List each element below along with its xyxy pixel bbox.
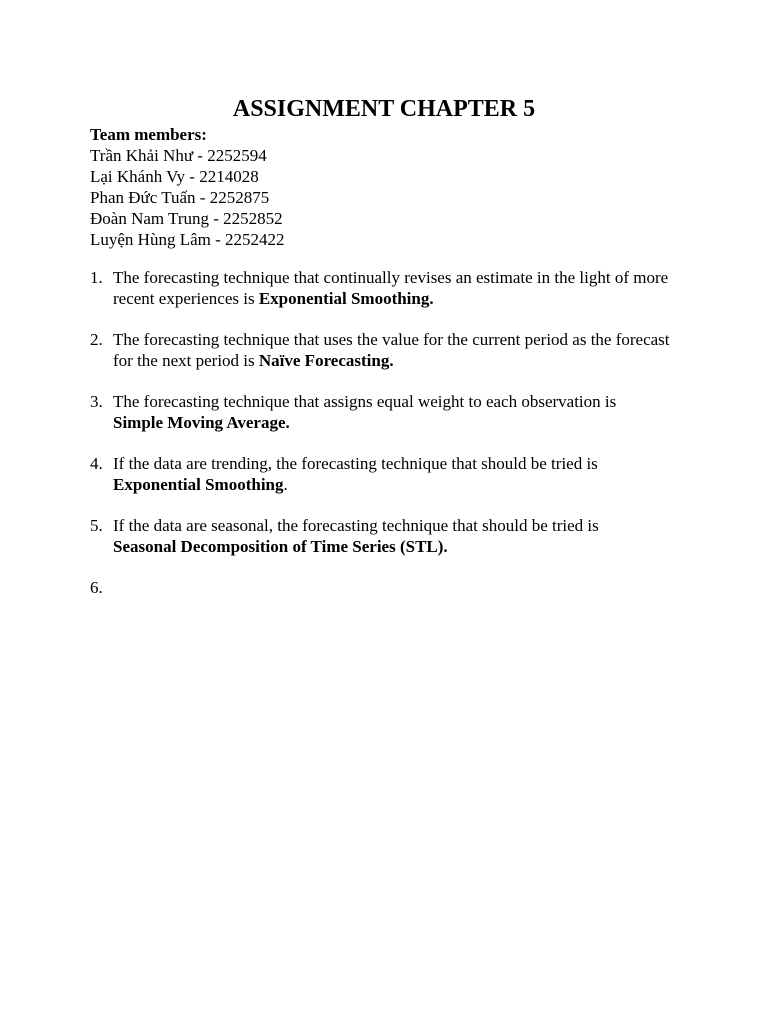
question-text: If the data are trending, the forecasting technique that should be tried is [113,454,598,473]
member-item: Luyện Hùng Lâm - 2252422 [90,230,285,249]
team-members-heading: Team members: [90,125,207,144]
question-answer: Exponential Smoothing. [258,289,434,308]
question-number: 6. [90,578,103,597]
question-text: The forecasting technique that uses the value for the current period as the forecast for the next period is [113,330,670,370]
question-item [90,267,670,309]
question-text: The forecasting technique that continually revises an estimate in the light of more recent experiences is [113,268,669,308]
question-number: 5. [90,516,103,535]
member-item: Lại Khánh Vy - 2214028 [90,167,259,186]
question-suffix: . [283,475,288,494]
question-number: 4. [90,454,103,473]
question-item [90,577,670,598]
question-answer: Seasonal Decomposition of Time Series (STL). [113,537,448,556]
question-item [90,391,670,433]
question-item [90,329,670,371]
question-text: The forecasting technique that assigns equal weight to each observation is [113,392,617,411]
question-text: If the data are seasonal, the forecasting technique that should be tried is [113,516,599,535]
team-members-block [90,124,285,250]
question-list [90,267,670,618]
page-title: ASSIGNMENT CHAPTER 5 [232,96,536,122]
question-number: 2. [90,330,103,349]
question-item [90,453,670,495]
member-item: Trần Khải Như - 2252594 [90,146,267,165]
member-item: Phan Đức Tuấn - 2252875 [90,188,270,207]
member-item: Đoàn Nam Trung - 2252852 [90,209,283,228]
question-number: 3. [90,392,103,411]
question-answer: Exponential Smoothing [113,475,284,494]
question-answer: Naïve Forecasting. [258,351,394,370]
question-answer: Simple Moving Average. [113,413,290,432]
question-item [90,515,670,557]
question-number: 1. [90,268,103,287]
